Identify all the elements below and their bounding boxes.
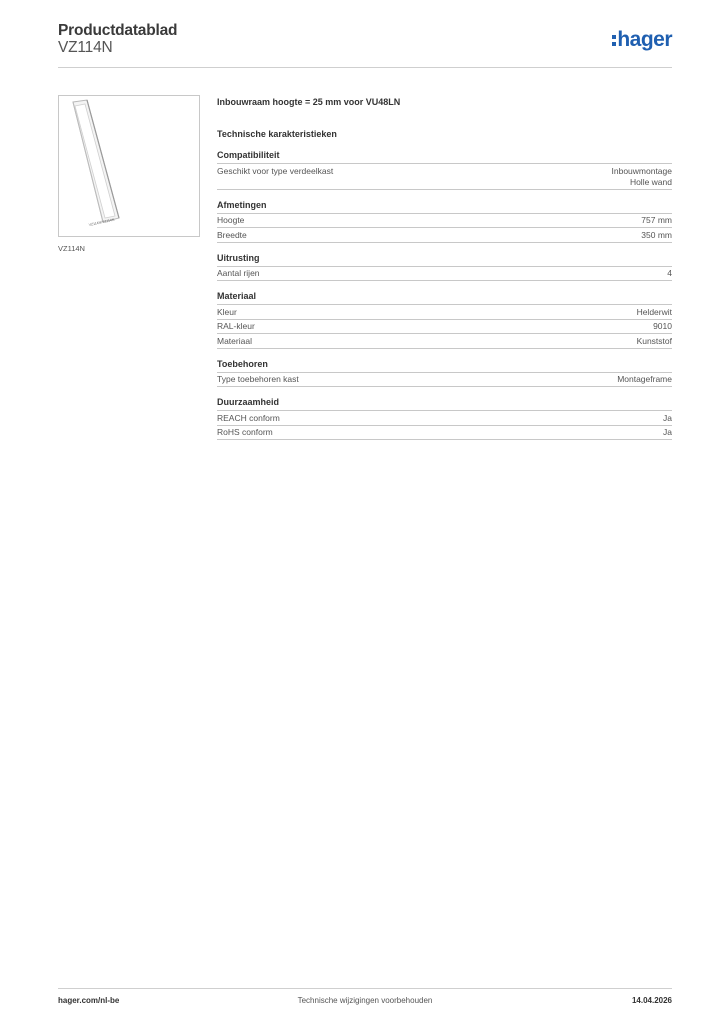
footer-divider <box>58 988 672 989</box>
spec-value-line: 350 mm <box>641 229 672 240</box>
spec-section <box>217 252 672 282</box>
product-code: VZ114N <box>58 39 113 56</box>
product-description: Inbouwraam hoogte = 25 mm voor VU48LN <box>217 97 401 107</box>
spec-row <box>217 267 672 282</box>
spec-value <box>637 336 672 347</box>
spec-row <box>217 214 672 229</box>
header-divider <box>58 67 672 68</box>
spec-row <box>217 320 672 335</box>
footer-note: Technische wijzigingen voorbehouden <box>297 996 433 1005</box>
logo-dots-icon <box>612 33 616 47</box>
spec-value-line: Ja <box>663 412 672 423</box>
spec-sections <box>217 149 672 440</box>
technical-characteristics-title: Technische karakteristieken <box>217 129 337 139</box>
spec-label: Breedte <box>217 229 247 240</box>
hager-logo <box>612 28 672 52</box>
spec-value <box>653 321 672 332</box>
spec-row <box>217 164 672 190</box>
spec-label: REACH conform <box>217 412 280 423</box>
footer-url-link[interactable]: hager.com/nl-be <box>58 996 120 1005</box>
section-title: Toebehoren <box>217 358 672 373</box>
spec-label: Hoogte <box>217 215 245 225</box>
spec-value-line: 4 <box>667 268 672 278</box>
spec-section <box>217 396 672 440</box>
spec-value-line: Ja <box>663 427 672 437</box>
spec-value <box>667 268 672 279</box>
spec-label: Kleur <box>217 306 237 317</box>
spec-value-line: Kunststof <box>636 335 672 346</box>
frame-label: VZ114N/VZ114N <box>88 217 115 227</box>
spec-label: RAL-kleur <box>217 321 255 331</box>
spec-value-line: 757 mm <box>641 215 672 225</box>
spec-row <box>217 334 672 349</box>
document-title: Productdatablad <box>58 22 178 39</box>
product-frame-illustration <box>59 96 199 236</box>
spec-section <box>217 149 672 190</box>
spec-value-line: Inbouwmontage <box>611 165 672 176</box>
spec-value <box>617 374 672 385</box>
spec-value <box>612 166 673 188</box>
spec-label: Geschikt voor type verdeelkast <box>217 165 334 176</box>
spec-row <box>217 228 672 243</box>
product-content <box>217 95 672 449</box>
spec-value <box>663 427 672 438</box>
spec-value <box>663 413 672 424</box>
spec-label: RoHS conform <box>217 427 273 437</box>
page-footer <box>58 996 672 1010</box>
spec-value-line: Montageframe <box>617 374 672 384</box>
section-title: Materiaal <box>217 290 672 305</box>
footer-date: 14.04.2026 <box>631 996 672 1005</box>
image-caption: VZ114N <box>58 244 85 253</box>
spec-value-line: 9010 <box>653 321 672 331</box>
section-title: Duurzaamheid <box>217 396 672 411</box>
spec-row <box>217 426 672 441</box>
spec-label: Type toebehoren kast <box>217 374 299 384</box>
spec-section <box>217 290 672 349</box>
spec-label: Materiaal <box>217 335 252 346</box>
spec-row <box>217 305 672 320</box>
logo-text: hager <box>617 28 672 51</box>
spec-value <box>637 307 672 318</box>
page-header <box>58 20 672 70</box>
spec-row <box>217 373 672 388</box>
section-title: Compatibiliteit <box>217 149 672 164</box>
section-title: Uitrusting <box>217 252 672 267</box>
section-title: Afmetingen <box>217 199 672 214</box>
spec-value <box>641 215 672 226</box>
spec-section <box>217 358 672 388</box>
spec-section <box>217 199 672 243</box>
spec-value-line: Holle wand <box>629 176 672 187</box>
spec-value <box>641 230 672 241</box>
product-image <box>58 95 200 237</box>
spec-label: Aantal rijen <box>217 268 260 278</box>
spec-value-line: Helderwit <box>636 306 672 317</box>
spec-row <box>217 411 672 426</box>
